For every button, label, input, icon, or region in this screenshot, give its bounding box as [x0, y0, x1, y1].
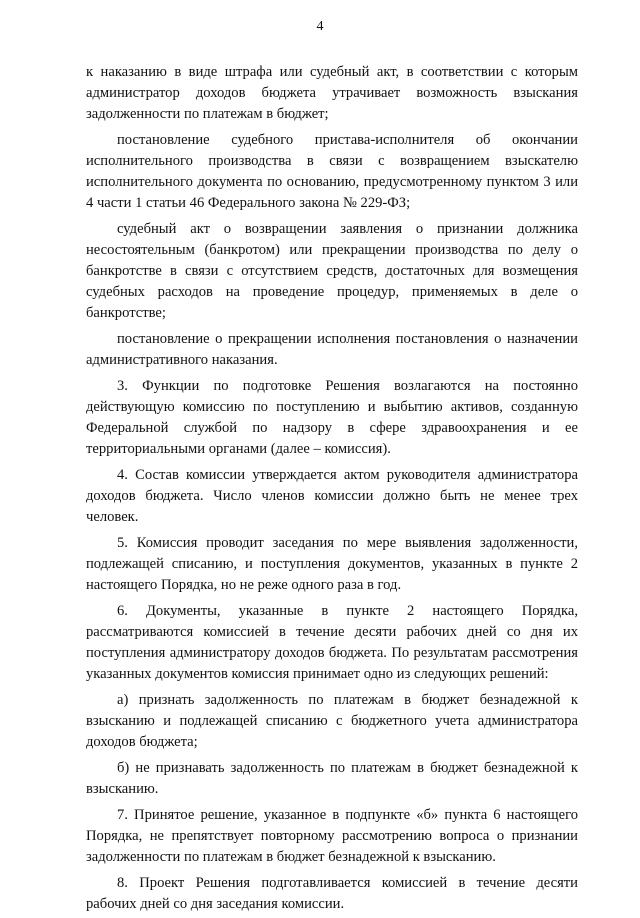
paragraph-item-3: 3. Функции по подготовке Решения возлагаются на постоянно действующую комиссию по поступлению и выбытию активов, созданную Федеральной службой по надзору в сфере здравоохранения и ее территориальными органами (далее – комиссия). — [86, 378, 578, 457]
paragraph-item-5: 5. Комиссия проводит заседания по мере выявления задолженности, подлежащей списанию, и поступления документов, указанных в пункте 2 настоящего Порядка, но не реже одного раза в год. — [86, 535, 578, 593]
paragraph-bailiff-resolution: постановление судебного пристава-исполнителя об окончании исполнительного производства в связи с возвращением взыскателю исполнительного документа по основанию, предусмотренному пунктом 3 или 4 части 1 статьи 46 Федерального закона № 229-ФЗ; — [86, 132, 578, 211]
paragraph-court-act: судебный акт о возвращении заявления о признании должника несостоятельным (банкротом) или прекращении производства по делу о банкротстве в связи с отсутствием средств, достаточных для возмещения судебных расходов на проведение процедур, применяемых в деле о банкротстве; — [86, 221, 578, 321]
paragraph-item-8: 8. Проект Решения подготавливается комиссией в течение десяти рабочих дней со дня заседания комиссии. — [86, 875, 578, 912]
document-body — [86, 62, 578, 916]
paragraph-subitem-b: б) не признавать задолженность по платежам в бюджет безнадежной к взысканию. — [86, 760, 578, 797]
paragraph-item-7: 7. Принятое решение, указанное в подпункте «б» пункта 6 настоящего Порядка, не препятствует повторному рассмотрению вопроса о признании задолженности по платежам в бюджет безнадежной к взысканию. — [86, 807, 578, 865]
paragraph-continuation: к наказанию в виде штрафа или судебный акт, в соответствии с которым администратор доходов бюджета утрачивает возможность взыскания задолженности по платежам в бюджет; — [86, 64, 578, 122]
paragraph-subitem-a: а) признать задолженность по платежам в бюджет безнадежной к взысканию и подлежащей списанию с бюджетного учета администратора доходов бюджета; — [86, 692, 578, 750]
page-number: 4 — [316, 19, 324, 34]
paragraph-item-6: 6. Документы, указанные в пункте 2 настоящего Порядка, рассматриваются комиссией в течение десяти рабочих дней со дня их поступления администратору доходов бюджета. По результатам рассмотрения указанных документов комиссия принимает одно из следующих решений: — [86, 603, 578, 682]
paragraph-termination-resolution: постановление о прекращении исполнения постановления о назначении административного наказания. — [86, 331, 578, 368]
paragraph-item-4: 4. Состав комиссии утверждается актом руководителя администратора доходов бюджета. Число членов комиссии должно быть не менее трех человек. — [86, 467, 578, 525]
